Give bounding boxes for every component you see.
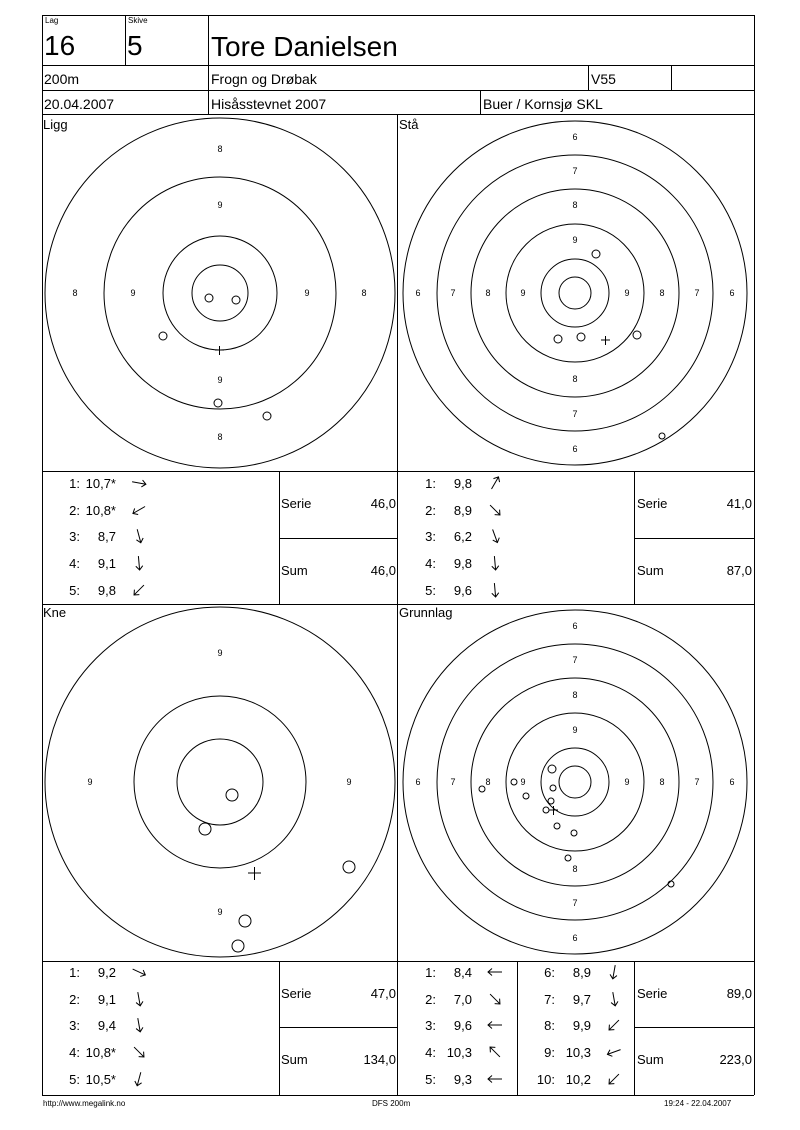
direction-arrow-icon: [130, 501, 148, 519]
direction-arrow-icon: [130, 1070, 148, 1088]
shot-number: 2:: [69, 502, 80, 518]
shot-score: 9,8: [97, 582, 116, 598]
shot-number: 1:: [69, 476, 80, 491]
shot-row: [416, 557, 472, 571]
ring-number: 9: [624, 777, 630, 787]
shot-score: 9,4: [97, 1018, 116, 1034]
kne-sum-label: Sum: [281, 1052, 308, 1067]
direction-arrow-icon: [605, 1070, 623, 1088]
kne-center-mark: [248, 867, 261, 880]
ring-number: 7: [450, 288, 456, 298]
ring-number: 7: [450, 777, 456, 787]
shot-row: [60, 477, 116, 491]
ring-number: 6: [729, 777, 735, 787]
shot-number: 1:: [69, 965, 80, 980]
direction-arrow-icon: [486, 963, 504, 981]
shot-number: 10:: [536, 1071, 555, 1087]
shot-row: [60, 584, 116, 598]
grunnlag-shot-hole: [571, 830, 577, 836]
ring-number: 9: [217, 907, 223, 917]
direction-arrow-icon: [130, 581, 148, 599]
ligg-ring-9: [163, 236, 277, 350]
ring-number: 9: [130, 288, 136, 298]
direction-arrow-icon: [486, 581, 504, 599]
lag-value: 16: [44, 30, 76, 61]
grunnlag-shot-hole: [523, 793, 529, 799]
shot-score: 9,6: [453, 1018, 472, 1034]
kne-target: [45, 607, 395, 957]
shot-number: 4:: [425, 556, 436, 572]
direction-arrow-icon: [486, 554, 504, 572]
sta-sum-label: Sum: [637, 563, 664, 578]
grunnlag-shot-hole: [548, 765, 556, 773]
ligg-ring-7: [45, 118, 395, 468]
sta-ring-10: [559, 277, 591, 309]
ring-number: 8: [572, 200, 578, 210]
location: Buer / Kornsjø SKL: [483, 96, 603, 112]
sta-shot-hole: [592, 250, 600, 258]
shot-score: 9,7: [572, 991, 591, 1007]
shot-row: [416, 1046, 472, 1060]
grunnlag-shot-hole: [554, 823, 560, 829]
direction-arrow-icon: [605, 963, 623, 981]
shot-row: [416, 966, 472, 980]
grunnlag-serie-value: 89,0: [726, 986, 752, 1001]
ligg-ring-10: [192, 265, 248, 321]
direction-arrow-icon: [486, 1070, 504, 1088]
grunnlag-shot-hole: [550, 785, 556, 791]
ring-number: 8: [485, 777, 491, 787]
shooter-name: Tore Danielsen: [211, 31, 398, 62]
ring-number: 6: [572, 621, 578, 631]
sta-shot-hole: [554, 335, 562, 343]
date: 20.04.2007: [44, 96, 115, 112]
direction-arrow-icon: [486, 501, 504, 519]
footer-program: DFS 200m: [372, 1099, 411, 1108]
ring-number: 9: [346, 777, 352, 787]
ligg-sum-value: 46,0: [370, 563, 396, 578]
direction-arrow-icon: [130, 1043, 148, 1061]
ring-number: 6: [729, 288, 735, 298]
shot-score: 10,8*: [85, 1045, 116, 1061]
ring-number: 8: [572, 690, 578, 700]
kne-ring-10: [177, 739, 263, 825]
shot-score: 10,2: [565, 1071, 591, 1087]
ligg-target: [45, 118, 395, 468]
grunnlag-ring-7: [471, 678, 679, 886]
ring-number: 6: [572, 933, 578, 943]
distance: 200m: [44, 71, 80, 87]
direction-arrow-icon: [605, 1016, 623, 1034]
ring-number: 8: [659, 288, 665, 298]
shot-row: [535, 1073, 591, 1087]
ring-number: 7: [572, 166, 578, 176]
kne-serie-label: Serie: [281, 986, 312, 1001]
shot-number: 6:: [544, 965, 555, 980]
ring-number: 7: [572, 409, 578, 419]
shot-row: [416, 993, 472, 1007]
shot-score: 9,8: [453, 556, 472, 572]
kne-shot-hole: [343, 861, 355, 873]
shot-score: 9,1: [97, 991, 116, 1007]
grunnlag-shot-hole: [668, 881, 674, 887]
ring-number: 8: [659, 777, 665, 787]
ring-number: 6: [415, 288, 421, 298]
direction-arrow-icon: [486, 1043, 504, 1061]
kne-shot-hole: [226, 789, 238, 801]
grunnlag-ring-9: [541, 748, 609, 816]
shot-number: 5:: [69, 1071, 80, 1087]
ring-number: 7: [694, 288, 700, 298]
direction-arrow-icon: [605, 990, 623, 1008]
club: Frogn og Drøbak: [211, 71, 317, 87]
sta-shot-hole: [659, 433, 665, 439]
shot-number: 9:: [544, 1045, 555, 1061]
lag-label: Lag: [45, 16, 59, 25]
ring-number: 6: [572, 132, 578, 142]
shot-score: 9,2: [97, 965, 116, 980]
footer-printed: 19:24 - 22.04.2007: [664, 1099, 732, 1108]
ring-number: 9: [217, 200, 223, 210]
shot-number: 1:: [425, 965, 436, 980]
kne-shot-hole: [232, 940, 244, 952]
shot-score: 8,9: [453, 502, 472, 518]
shot-score: 9,9: [572, 1018, 591, 1034]
shot-number: 5:: [425, 1071, 436, 1087]
shot-row: [535, 966, 591, 980]
panel-title-grunnlag: Grunnlag: [399, 605, 453, 620]
shot-number: 4:: [69, 556, 80, 572]
shot-row: [60, 1019, 116, 1033]
panel-title-ligg: Ligg: [43, 117, 68, 132]
grunnlag-shot-hole: [511, 779, 517, 785]
ring-number: 9: [520, 777, 526, 787]
grunnlag-shot-hole: [565, 855, 571, 861]
ligg-center-mark: [215, 346, 224, 355]
shot-row: [60, 993, 116, 1007]
shot-score: 10,3: [446, 1045, 472, 1061]
shot-row: [416, 504, 472, 518]
grunnlag-serie-label: Serie: [637, 986, 668, 1001]
shot-row: [60, 504, 116, 518]
grunnlag-ring-6: [437, 644, 713, 920]
grunnlag-sum-value: 223,0: [719, 1052, 752, 1067]
shot-score: 7,0: [453, 991, 472, 1007]
shot-number: 1:: [425, 476, 436, 491]
direction-arrow-icon: [130, 963, 148, 981]
ligg-shot-hole: [205, 294, 213, 302]
grunnlag-ring-10: [559, 766, 591, 798]
grunnlag-shot-hole: [543, 807, 549, 813]
ligg-serie-value: 46,0: [370, 496, 396, 511]
event: Hisåsstevnet 2007: [211, 96, 327, 112]
shot-score: 8,4: [453, 965, 472, 980]
kne-sum-value: 134,0: [363, 1052, 396, 1067]
ring-number: 6: [572, 444, 578, 454]
shot-number: 2:: [425, 502, 436, 518]
shot-score: 8,9: [572, 965, 591, 980]
ring-number: 9: [87, 777, 93, 787]
shot-row: [60, 1046, 116, 1060]
ring-number: 7: [694, 777, 700, 787]
sta-sum-value: 87,0: [726, 563, 752, 578]
shot-row: [60, 557, 116, 571]
shot-number: 3:: [69, 1018, 80, 1034]
ring-number: 9: [304, 288, 310, 298]
direction-arrow-icon: [130, 554, 148, 572]
panel-title-sta: Stå: [399, 117, 419, 132]
ring-number: 8: [485, 288, 491, 298]
shot-number: 5:: [425, 582, 436, 598]
ligg-shot-hole: [159, 332, 167, 340]
shot-score: 10,3: [565, 1045, 591, 1061]
kne-serie-value: 47,0: [370, 986, 396, 1001]
footer-url: http://www.megalink.no: [43, 1099, 126, 1108]
shot-row: [60, 966, 116, 980]
shot-number: 3:: [69, 529, 80, 545]
shot-score: 9,6: [453, 582, 472, 598]
ligg-shot-hole: [214, 399, 222, 407]
shot-number: 5:: [69, 582, 80, 598]
shot-number: 4:: [425, 1045, 436, 1061]
ligg-sum-label: Sum: [281, 563, 308, 578]
shot-number: 8:: [544, 1018, 555, 1034]
direction-arrow-icon: [486, 474, 504, 492]
ring-numbers: [72, 132, 734, 943]
sta-ring-9: [541, 259, 609, 327]
direction-arrow-icon: [130, 474, 148, 492]
shot-number: 4:: [69, 1045, 80, 1061]
ring-number: 8: [572, 864, 578, 874]
ring-number: 9: [217, 648, 223, 658]
shot-score: 10,7*: [85, 476, 116, 491]
grunnlag-shot-hole: [548, 798, 554, 804]
shot-score: 6,2: [453, 529, 472, 545]
ring-number: 8: [572, 374, 578, 384]
kne-ring-9: [134, 696, 306, 868]
kne-shot-hole: [239, 915, 251, 927]
direction-arrow-icon: [486, 527, 504, 545]
shot-score: 10,8*: [85, 502, 116, 518]
shot-row: [535, 993, 591, 1007]
shot-row: [416, 477, 472, 491]
sta-shot-hole: [577, 333, 585, 341]
ring-number: 8: [217, 432, 223, 442]
skive-value: 5: [127, 30, 143, 61]
shot-score: 10,5*: [85, 1071, 116, 1087]
ring-number: 9: [217, 375, 223, 385]
sta-ring-6: [437, 155, 713, 431]
ring-number: 7: [572, 898, 578, 908]
class: V55: [591, 71, 616, 87]
shot-row: [416, 1073, 472, 1087]
sta-ring-7: [471, 189, 679, 397]
shot-row: [60, 530, 116, 544]
direction-arrow-icon: [130, 990, 148, 1008]
shot-row: [416, 530, 472, 544]
shot-score: 9,8: [453, 476, 472, 491]
direction-arrow-icon: [130, 527, 148, 545]
ring-number: 6: [415, 777, 421, 787]
panel-title-kne: Kne: [43, 605, 67, 620]
ring-number: 9: [520, 288, 526, 298]
direction-arrow-icon: [486, 990, 504, 1008]
shot-row: [416, 584, 472, 598]
sta-serie-value: 41,0: [726, 496, 752, 511]
ligg-shot-hole: [232, 296, 240, 304]
shot-score: 9,1: [97, 556, 116, 572]
kne-ring-8: [45, 607, 395, 957]
shot-number: 2:: [69, 991, 80, 1007]
ring-number: 9: [572, 725, 578, 735]
ring-number: 9: [572, 235, 578, 245]
grunnlag-sum-label: Sum: [637, 1052, 664, 1067]
grunnlag-shot-hole: [479, 786, 485, 792]
direction-arrow-icon: [130, 1016, 148, 1034]
ring-number: 9: [624, 288, 630, 298]
skive-label: Skive: [128, 16, 148, 25]
direction-arrow-icon: [486, 1016, 504, 1034]
ring-number: 8: [217, 144, 223, 154]
shot-score: 8,7: [97, 529, 116, 545]
sta-shot-hole: [633, 331, 641, 339]
direction-arrow-icon: [605, 1043, 623, 1061]
shot-number: 2:: [425, 991, 436, 1007]
shot-row: [535, 1019, 591, 1033]
ring-number: 8: [361, 288, 367, 298]
shot-number: 3:: [425, 1018, 436, 1034]
grunnlag-center-mark: [549, 806, 558, 815]
shot-row: [535, 1046, 591, 1060]
ligg-shot-hole: [263, 412, 271, 420]
shot-number: 3:: [425, 529, 436, 545]
sta-serie-label: Serie: [637, 496, 668, 511]
ring-number: 7: [572, 655, 578, 665]
ring-number: 8: [72, 288, 78, 298]
sta-center-mark: [601, 336, 610, 345]
shot-row: [60, 1073, 116, 1087]
shot-score: 9,3: [453, 1071, 472, 1087]
ligg-serie-label: Serie: [281, 496, 312, 511]
shot-row: [416, 1019, 472, 1033]
kne-shot-hole: [199, 823, 211, 835]
shot-number: 7:: [544, 991, 555, 1007]
